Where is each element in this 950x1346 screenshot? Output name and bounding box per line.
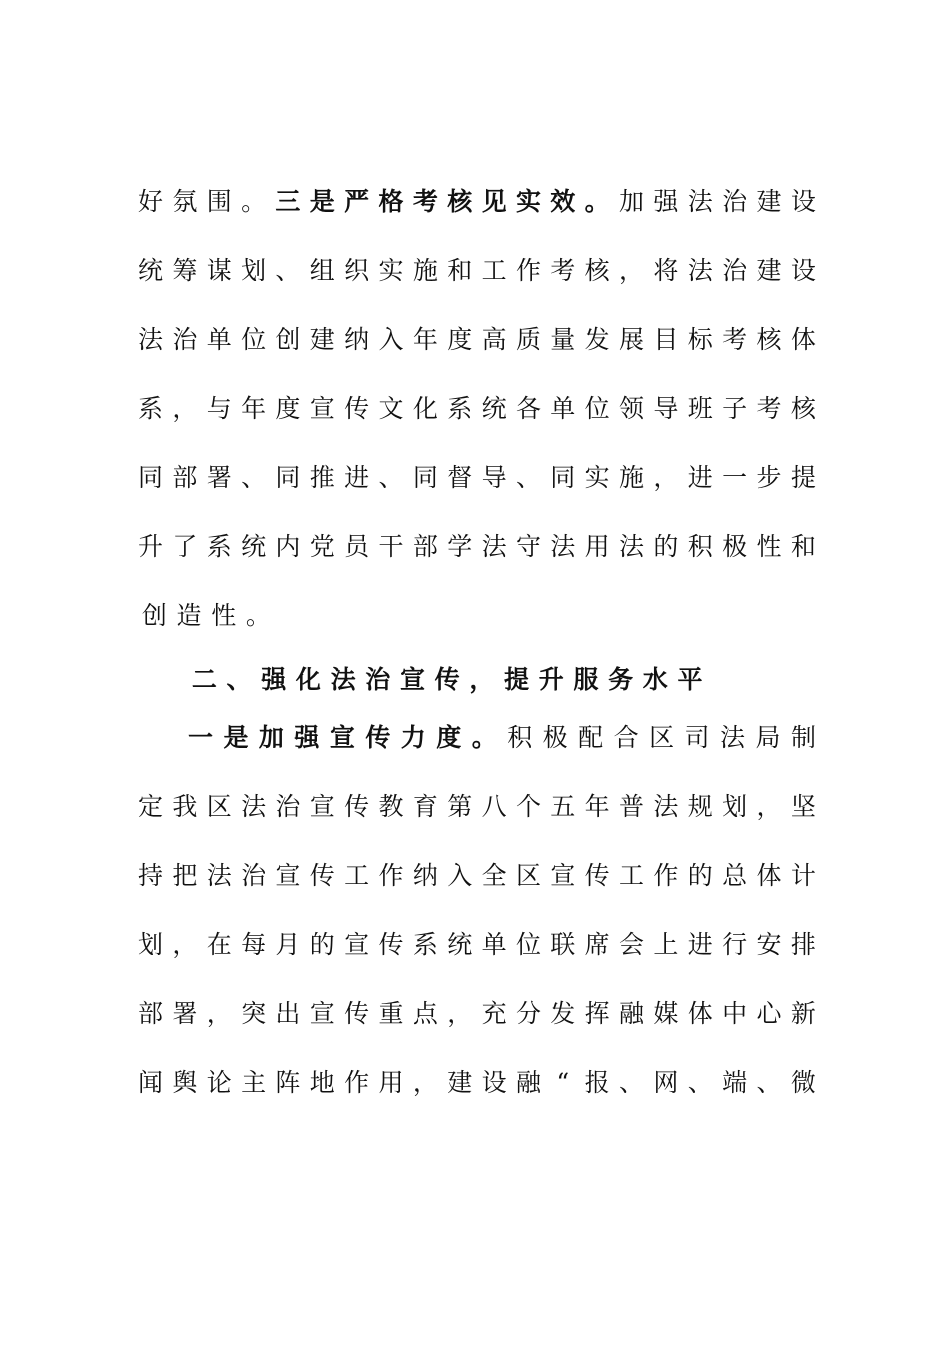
text-line: 升 了 系 统 内 党 员 干 部 学 法 守 法 用 法 的 积 极 性 和 — [137, 532, 816, 561]
text-line: 定 我 区 法 治 宣 传 教 育 第 八 个 五 年 普 法 规 划 ， 坚 — [137, 792, 816, 821]
text-line: 系 ， 与 年 度 宣 传 文 化 系 统 各 单 位 领 导 班 子 考 核 — [137, 394, 816, 423]
text-line: 持 把 法 治 宣 传 工 作 纳 入 全 区 宣 传 工 作 的 总 体 计 — [137, 861, 816, 890]
section-heading: 二 、 强 化 法 治 宣 传 ， 提 升 服 务 水 平 — [191, 665, 703, 694]
text-line: 部 署 ， 突 出 宣 传 重 点 ， 充 分 发 挥 融 媒 体 中 心 新 — [137, 999, 816, 1028]
text-line: 同 部 署 、 同 推 进 、 同 督 导 、 同 实 施 ， 进 一 步 提 — [137, 463, 816, 492]
text-line: 创 造 性 。 — [141, 601, 271, 630]
text-line: 划 ， 在 每 月 的 宣 传 系 统 单 位 联 席 会 上 进 行 安 排 — [137, 930, 816, 959]
text-line: 法 治 单 位 创 建 纳 入 年 度 高 质 量 发 展 目 标 考 核 体 — [137, 325, 816, 354]
text-line: 好 氛 围 。 三 是 严 格 考 核 见 实 效 。 加 强 法 治 建 设 — [137, 187, 816, 216]
text-line: 统 筹 谋 划 、 组 织 实 施 和 工 作 考 核 ， 将 法 治 建 设 — [137, 256, 816, 285]
text-line: 一 是 加 强 宣 传 力 度 。 积 极 配 合 区 司 法 局 制 — [187, 723, 816, 752]
text-line: 闻 舆 论 主 阵 地 作 用 ， 建 设 融 “ 报 、 网 、 端 、 微 — [137, 1068, 816, 1097]
